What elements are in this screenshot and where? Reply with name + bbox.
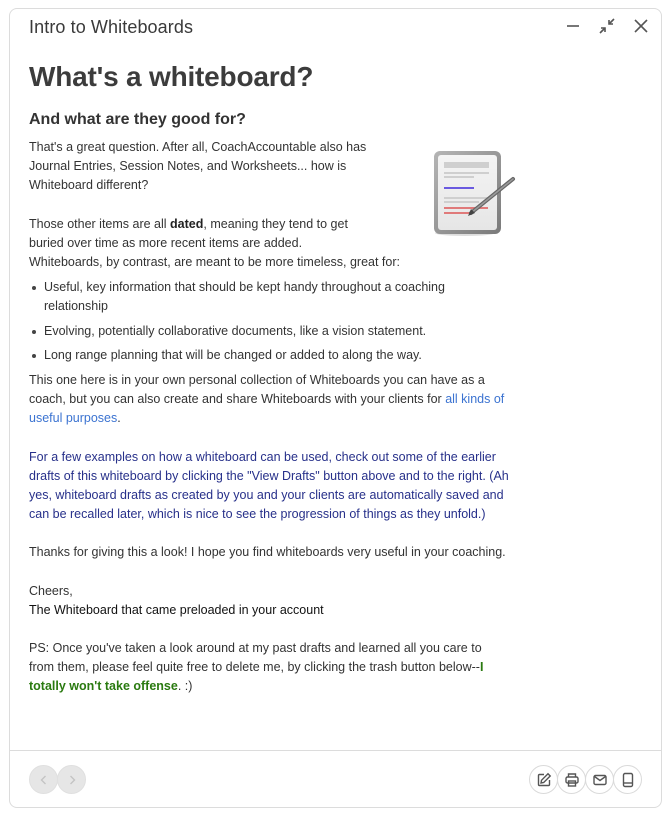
contrast-text: Whiteboards, by contrast, are meant to be more timeless, great for:: [29, 255, 400, 270]
dated-bold: dated: [170, 216, 204, 231]
title-bar: [10, 9, 661, 43]
intro-text: That's a great question. After all, CoachAccountable also has Journal Entries, Session Notes, and Worksheets... how is Whiteboard different?: [29, 140, 367, 193]
page-subtitle: And what are they good for?: [29, 111, 246, 128]
minimize-button[interactable]: [561, 15, 585, 37]
ps-pre: PS: Once you've taken a look around at my past drafts and learned all you care to from them, please feel quite free to delete me, by clicking the trash button below--: [29, 641, 482, 675]
collection-text: This one here is in your own personal collection of Whiteboards you can have as a coach, but you can also create and share Whiteboards with your clients for: [29, 373, 485, 407]
action-buttons: [530, 765, 642, 794]
footer-toolbar: [10, 750, 661, 807]
dated-paragraph: [29, 215, 369, 253]
email-button[interactable]: [585, 765, 614, 794]
dated-post: , meaning they tend to get buried over time as more recent items are added.: [29, 216, 348, 250]
collapse-button[interactable]: [595, 15, 619, 37]
next-button[interactable]: [57, 765, 86, 794]
email-icon: [592, 772, 608, 788]
notebook-button[interactable]: [613, 765, 642, 794]
thanks-paragraph: Thanks for giving this a look! I hope you find whiteboards very useful in your coaching.: [29, 545, 506, 560]
ps-post: . :): [177, 679, 193, 694]
intro-paragraph: [29, 138, 389, 196]
window-title: Intro to Whiteboards: [29, 17, 194, 37]
dated-pre: Those other items are all: [29, 216, 171, 231]
minimize-icon: [565, 18, 581, 34]
page-title: What's a whiteboard?: [29, 61, 314, 92]
close-button[interactable]: [629, 15, 653, 37]
navigation-buttons: [29, 765, 85, 794]
ps-paragraph: [29, 639, 509, 697]
edit-icon: [536, 772, 552, 788]
useful-purposes-link[interactable]: all kinds of useful purposes: [29, 392, 505, 426]
next-icon: [66, 774, 78, 786]
use-cases-list: [44, 278, 509, 365]
edit-button[interactable]: [529, 765, 558, 794]
close-icon: [633, 18, 649, 34]
previous-button[interactable]: [29, 765, 58, 794]
previous-icon: [38, 774, 50, 786]
collection-paragraph: [29, 371, 509, 429]
examples-paragraph: For a few examples on how a whiteboard can be used, check out some of the earlier drafts of this whiteboard by clicking the "View Drafts" button above and to the right. (Ah yes, whiteboard drafts as created by you and your clients are automatically saved and can be recalled later, which is nice to see the progression of things as they unfold.): [29, 449, 509, 522]
signature-text: The Whiteboard that came preloaded in your account: [29, 602, 324, 617]
list-item: Useful, key information that should be kept handy throughout a coaching relationship: [44, 278, 509, 316]
whiteboard-window: [9, 8, 662, 808]
collection-end: .: [117, 411, 121, 426]
ps-bold: I totally won't take offense: [29, 660, 484, 694]
list-item: Evolving, potentially collaborative documents, like a vision statement.: [44, 322, 509, 341]
collapse-icon: [599, 18, 615, 34]
cheers-text: Cheers,: [29, 583, 73, 598]
whiteboard-content: [29, 59, 509, 697]
print-icon: [564, 772, 580, 788]
print-button[interactable]: [557, 765, 586, 794]
window-controls: [561, 15, 653, 37]
list-item: Long range planning that will be changed or added to along the way.: [44, 346, 509, 365]
notebook-icon: [620, 772, 636, 788]
